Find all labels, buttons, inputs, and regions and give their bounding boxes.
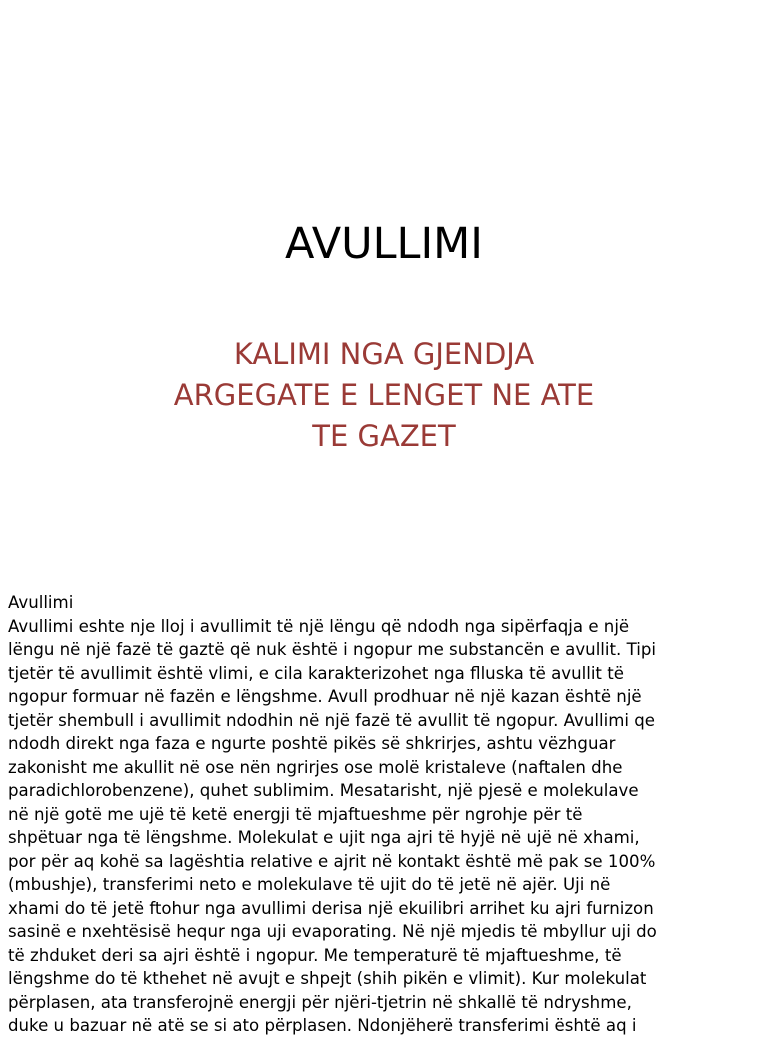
body-line: shpëtuar nga të lëngshme. Molekulat e ujit nga ajri të hyjë në ujë në xhami, [8, 828, 640, 847]
page-title: AVULLIMI [285, 219, 483, 269]
body-line: ngopur formuar në fazën e lëngshme. Avull prodhuar në një kazan është një [8, 687, 642, 706]
body-line: në një gotë me ujë të ketë energji të mjaftueshme për ngrohje për të [8, 804, 583, 824]
body-line: tjetër shembull i avullimit ndodhin në një fazë të avullit të ngopur. Avullimi qe [8, 710, 656, 730]
body-text [8, 591, 764, 1038]
body-line: lëngu në një fazë të gaztë që nuk është i ngopur me substancën e avullit. Tipi [8, 640, 656, 659]
subtitle-line: TE GAZET [312, 419, 456, 453]
body-heading: Avullimi [8, 593, 74, 612]
body-line: lëngshme do të kthehet në avujt e shpejt (shih pikën e vlimit). Kur molekulat [8, 969, 647, 988]
body-line: zakonisht me akullit në ose nën ngrirjes ose molë kristaleve (naftalen dhe [8, 757, 623, 777]
body-line: paradichlorobenzene), quhet sublimim. Mesatarisht, një pjesë e molekulave [8, 781, 639, 800]
body-line: përplasen, ata transferojnë energji për njëri-tjetrin në shkallë të ndryshme, [8, 992, 632, 1012]
body-line: duke u bazuar në atë se si ato përplasen. Ndonjëherë transferimi është aq i [8, 1016, 637, 1035]
body-line: tjetër të avullimit është vlimi, e cila karakterizohet nga flluska të avullit të [8, 663, 624, 683]
body-line: xhami do të jetë ftohur nga avullimi derisa një ekuilibri arrihet ku ajri furnizon [8, 898, 654, 918]
body-line: (mbushje), transferimi neto e molekulave të ujit do të jetë në ajër. Uji në [8, 875, 611, 894]
subtitle [110, 334, 658, 457]
body-line: por për aq kohë sa lagështia relative e ajrit në kontakt është më pak se 100% [8, 851, 656, 871]
body-line: ndodh direkt nga faza e ngurte poshtë pikës së shkrirjes, ashtu vëzhguar [8, 734, 616, 753]
body-line: Avullimi eshte nje lloj i avullimit të një lëngu që ndodh nga sipërfaqja e një [8, 616, 630, 636]
body-line: sasinë e nxehtësisë hequr nga uji evaporating. Në një mjedis të mbyllur uji do [8, 922, 657, 941]
subtitle-line: KALIMI NGA GJENDJA [233, 337, 535, 371]
body-line: të zhduket deri sa ajri është i ngopur. Me temperaturë të mjaftueshme, të [8, 945, 622, 965]
subtitle-line: ARGEGATE E LENGET NE ATE [173, 378, 595, 412]
